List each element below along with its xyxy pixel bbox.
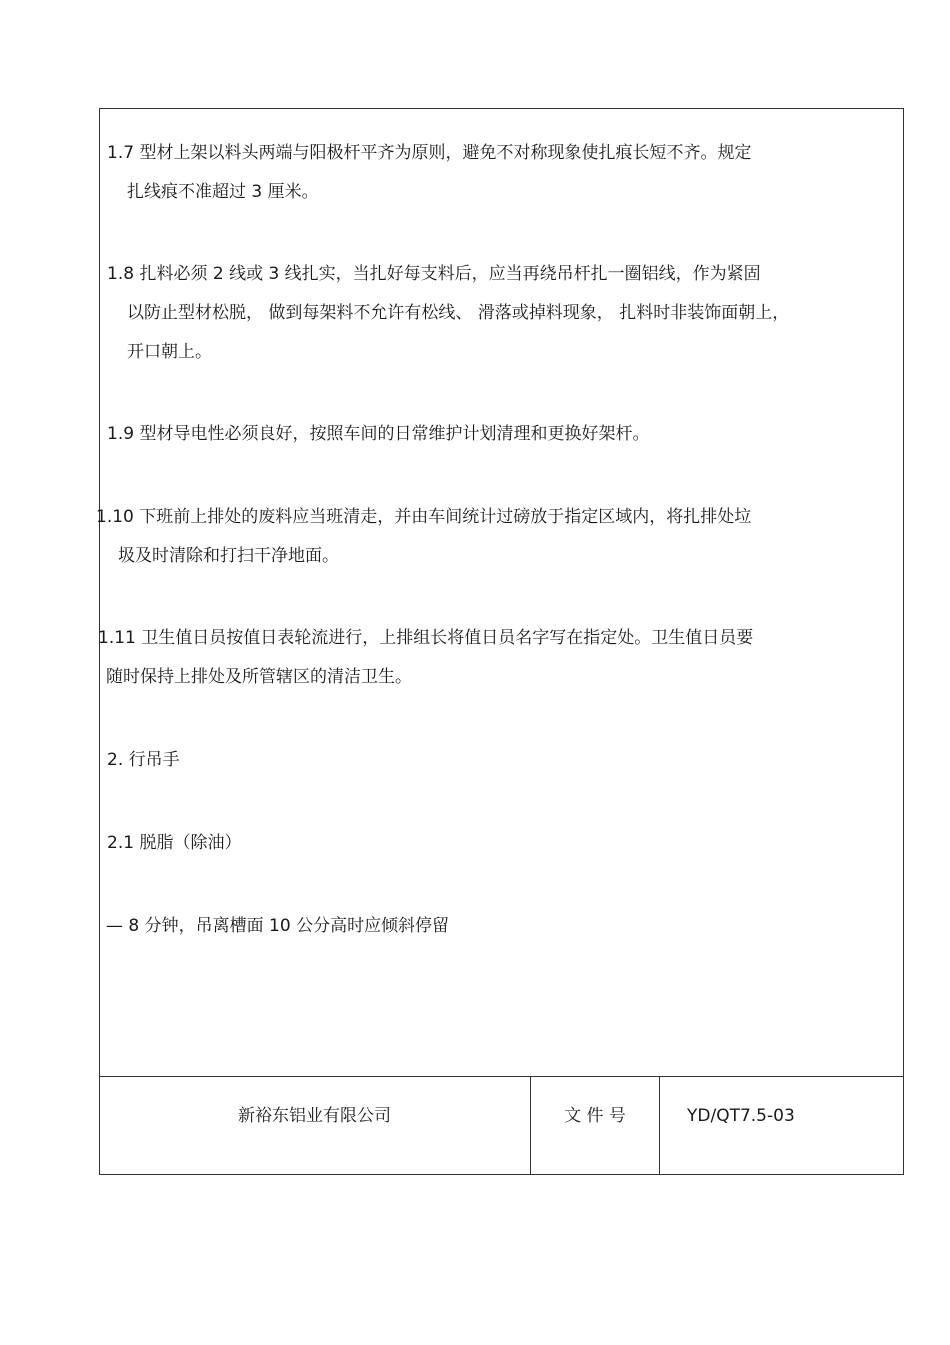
doc-number-value: YD/QT7.5-03 <box>687 1106 795 1126</box>
section-1-11-line-1: 1.11 卫生值日员按值日表轮流进行，上排组长将值日员名字写在指定处。卫生值日员要 <box>98 628 754 648</box>
company-name: 新裕东铝业有限公司 <box>238 1106 391 1126</box>
section-1-8-line-1: 1.8 扎料必须 2 线或 3 线扎实，当扎好每支料后，应当再绕吊杆扎一圈铝线，作为紧固 <box>107 264 761 284</box>
section-1-9-line-1: 1.9 型材导电性必须良好，按照车间的日常维护计划清理和更换好架杆。 <box>107 424 650 444</box>
section-1-7-line-1: 1.7 型材上架以料头两端与阳极杆平齐为原则，避免不对称现象使扎痕长短不齐。规定 <box>107 143 752 163</box>
section-2-1-heading: 2.1 脱脂（除油） <box>107 833 242 853</box>
section-1-8-line-3: 开口朝上。 <box>127 342 212 362</box>
section-2-heading: 2. 行吊手 <box>107 750 180 770</box>
section-2-1-text: — 8 分钟，吊离槽面 10 公分高时应倾斜停留 <box>106 916 450 936</box>
footer-divider-2 <box>659 1076 660 1175</box>
section-1-8-line-2: 以防止型材松脱， 做到每架料不允许有松线、 滑落或掉料现象， 扎料时非装饰面朝上， <box>127 303 790 323</box>
section-1-10-line-2: 圾及时清除和打扫干净地面。 <box>118 546 339 566</box>
doc-number-label: 文 件 号 <box>564 1106 626 1126</box>
section-1-11-line-2: 随时保持上排处及所管辖区的清洁卫生。 <box>106 667 412 687</box>
section-1-7-line-2: 扎线痕不准超过 3 厘米。 <box>127 182 319 202</box>
section-1-10-line-1: 1.10 下班前上排处的废料应当班清走，并由车间统计过磅放于指定区域内，将扎排处垃 <box>96 507 752 527</box>
